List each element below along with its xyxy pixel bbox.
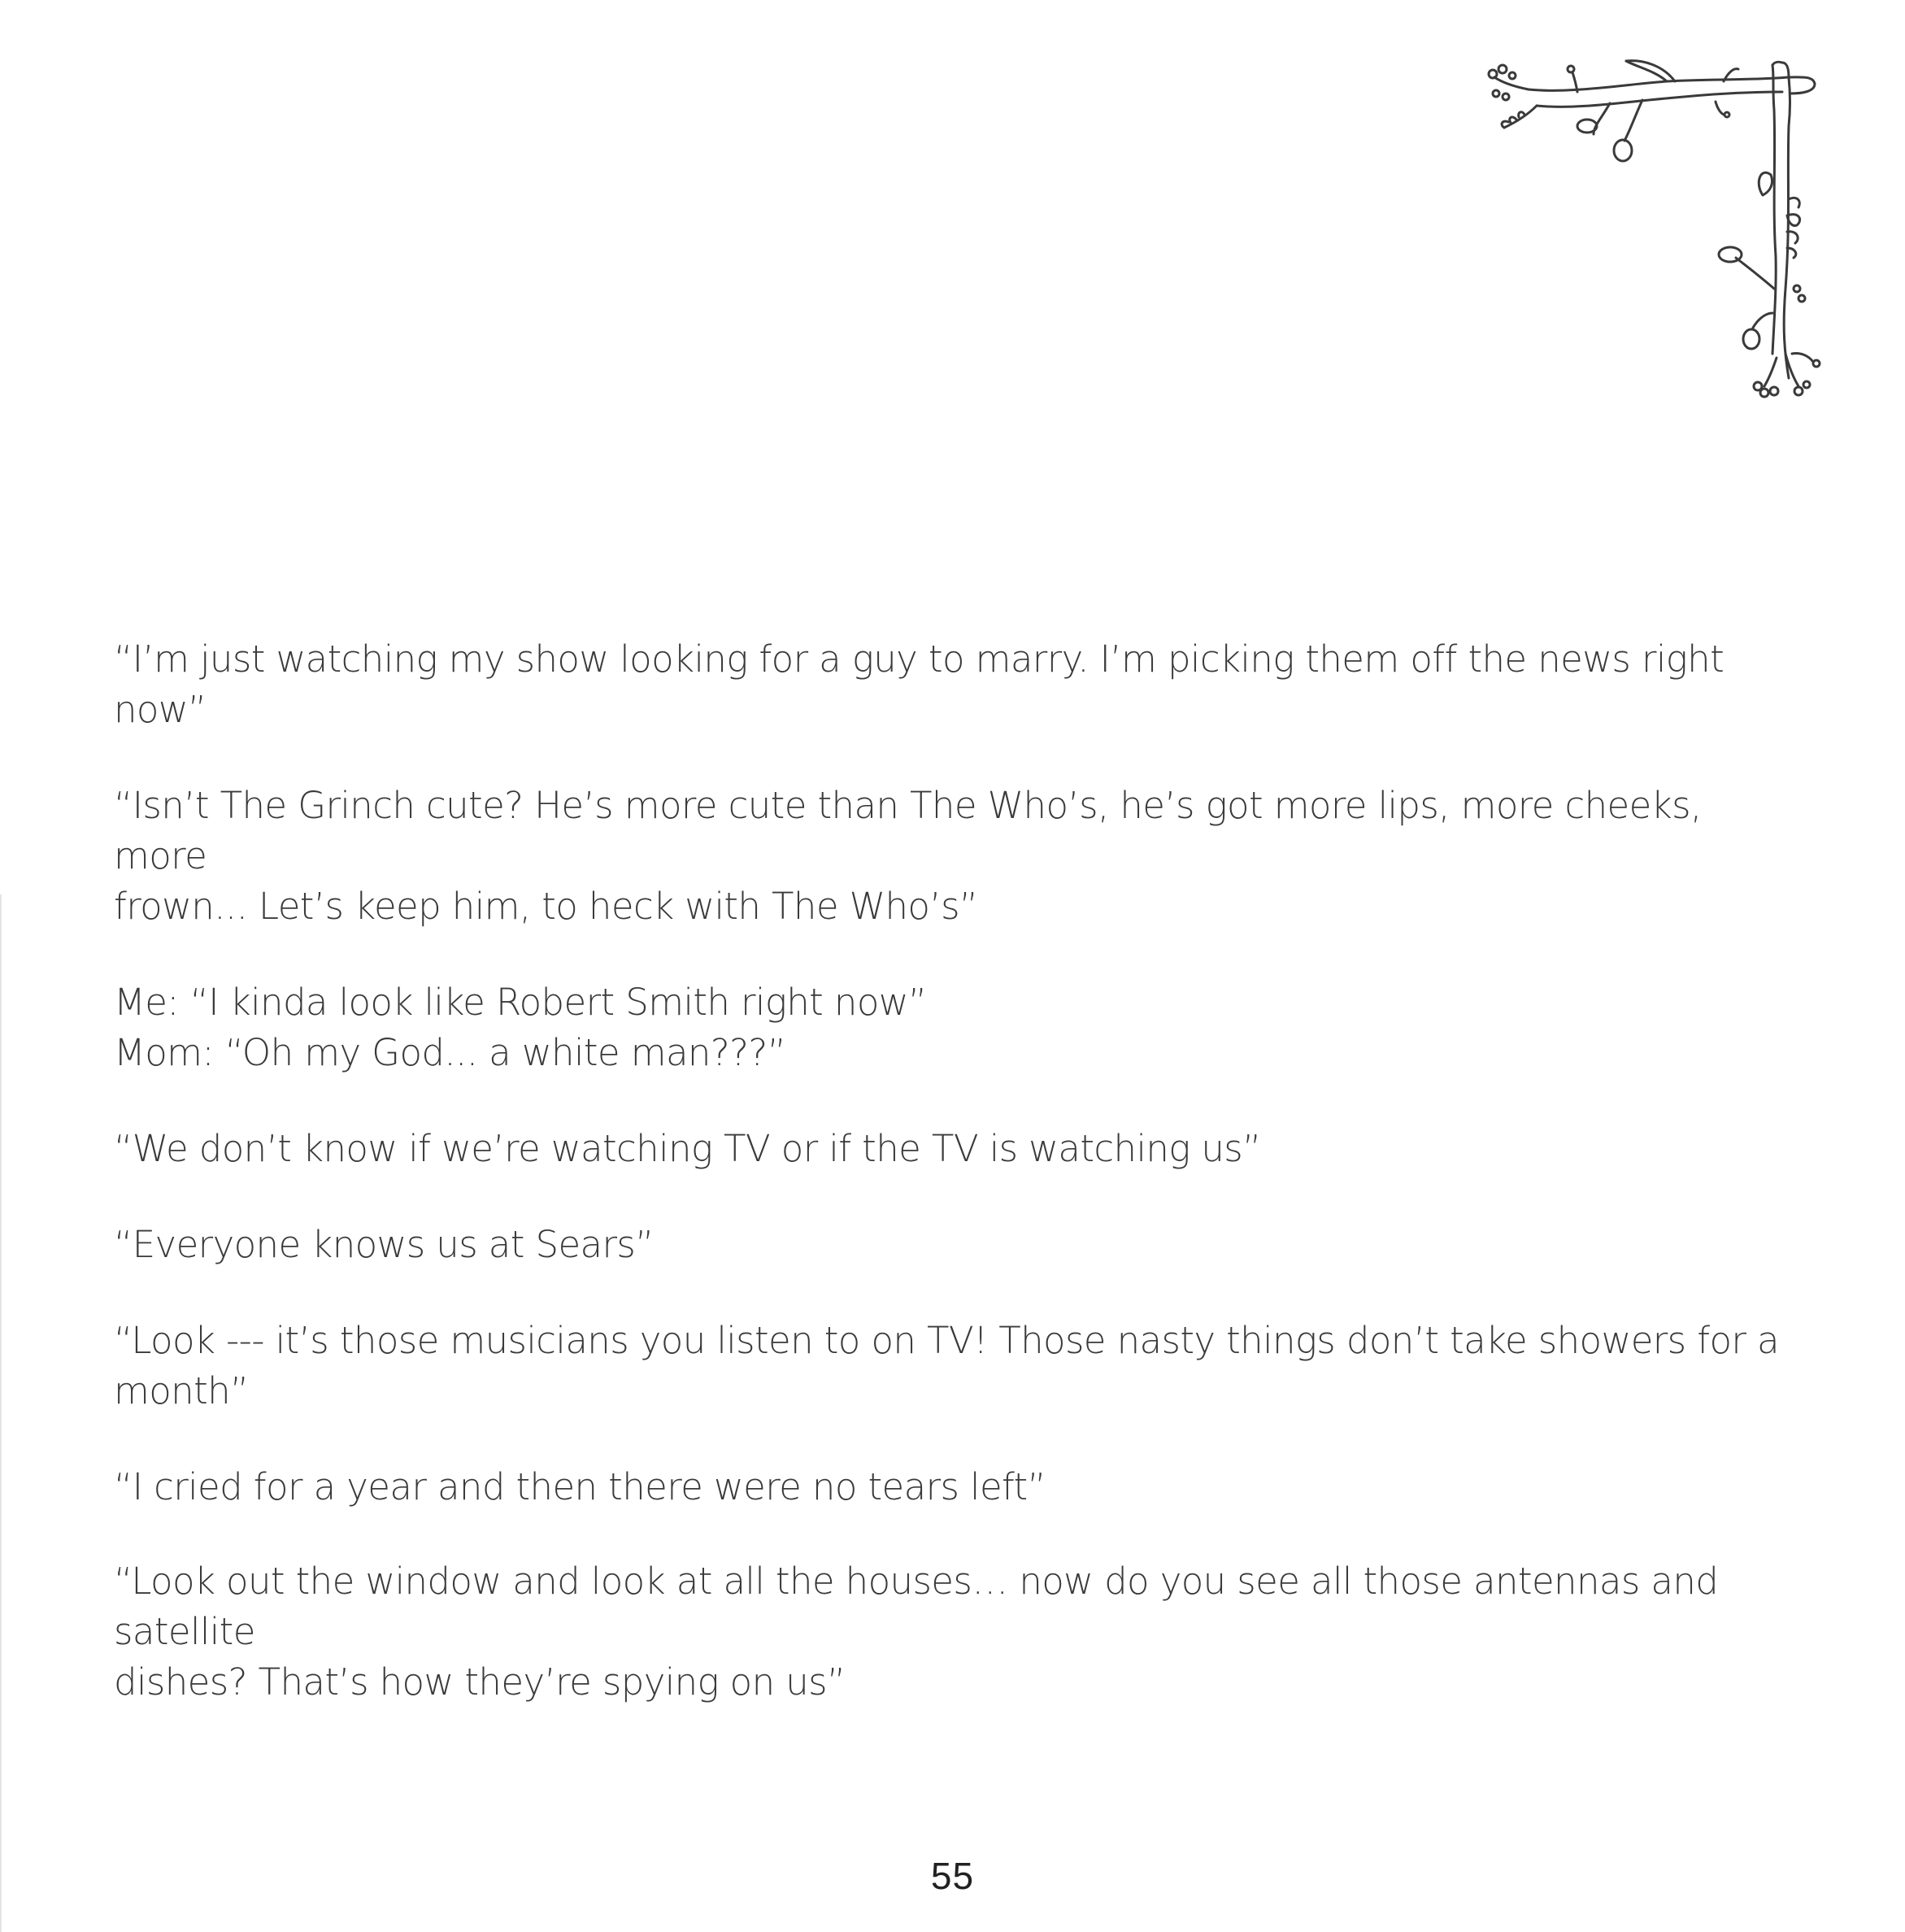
quotes-list	[114, 634, 1789, 1753]
quote-2: “Isn’t The Grinch cute? He’s more cute than The Who’s, he’s got more lips, more cheeks, more frown... Let’s keep him, to heck with The Who’s”	[114, 784, 1702, 928]
page-edge-shadow	[0, 894, 2, 1932]
quote-7: “I cried for a year and then there were no tears left”	[114, 1465, 1046, 1508]
branch-illustration-icon	[1480, 45, 1846, 411]
quote-4: “We don’t know if we’re watching TV or if the TV is watching us”	[114, 1127, 1261, 1170]
page-number: 55	[930, 1855, 975, 1897]
quote-5: “Everyone knows us at Sears”	[114, 1223, 654, 1266]
quote-6: “Look --- it’s those musicians you listen to on TV! Those nasty things don’t take showers for a month”	[114, 1319, 1779, 1412]
quote-8: “Look out the window and look at all the houses… now do you see all those antennas and satellite dishes? That’s how they’re spying on us”	[114, 1560, 1719, 1704]
quote-3-dialogue: Me: “I kinda look like Robert Smith right now” Mom: “Oh my God... a white man???”	[114, 981, 927, 1074]
quote-1: “I’m just watching my show looking for a guy to marry. I’m picking them off the news right now”	[114, 637, 1725, 731]
